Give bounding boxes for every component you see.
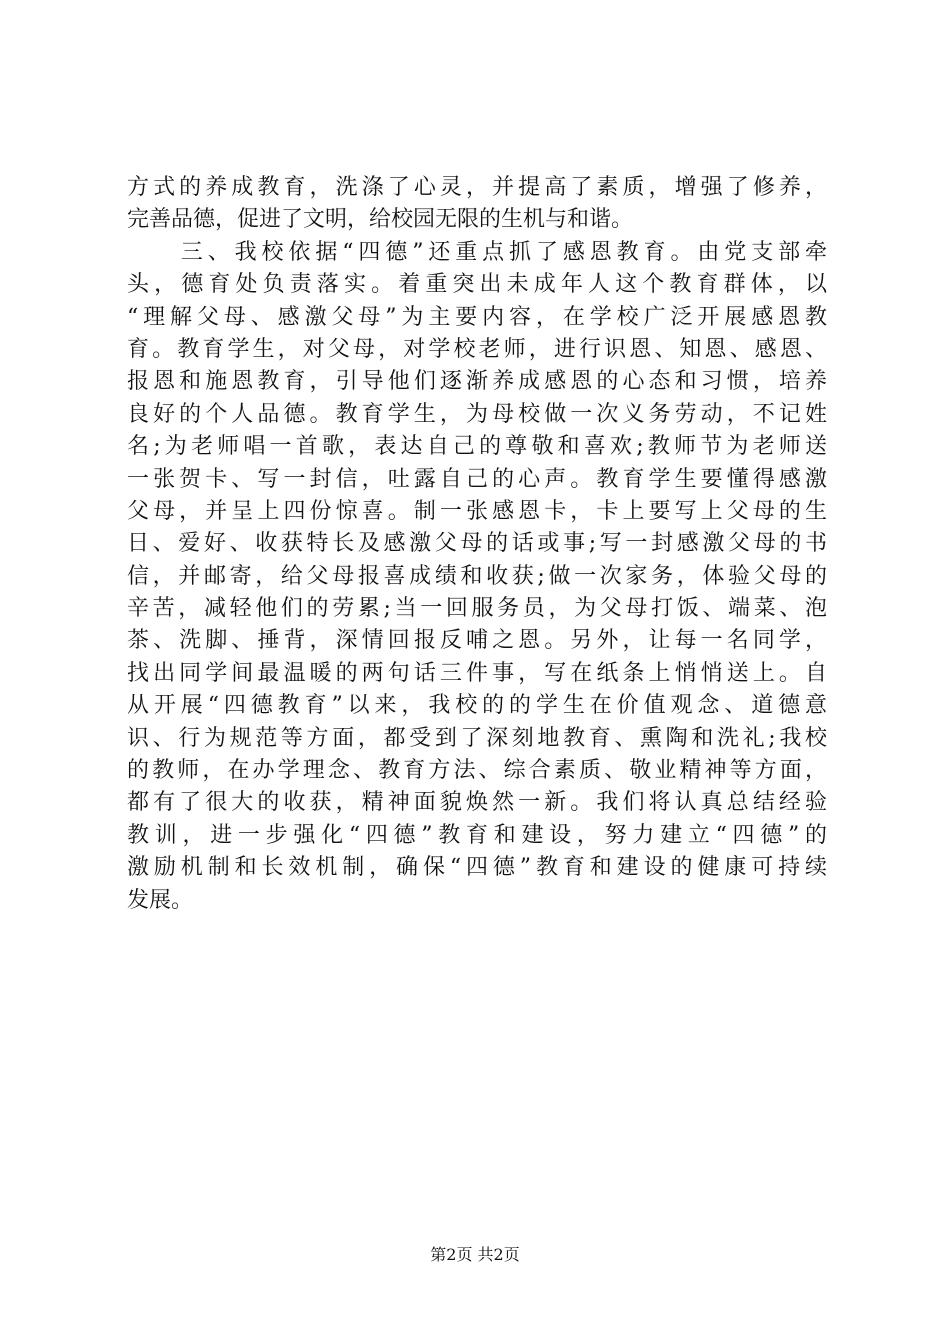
text-line: 一张贺卡、写一封信，吐露自己的心声。教育学生要懂得感激	[127, 466, 827, 492]
text-line: 报恩和施恩教育，引导他们逐渐养成感恩的心态和习惯，培养	[127, 369, 827, 395]
text-line: 都有了很大的收获，精神面貌焕然一新。我们将认真总结经验	[127, 790, 827, 816]
text-line: 育。教育学生，对父母，对学校老师，进行识恩、知恩、感恩、	[127, 336, 827, 362]
text-line: 三、我校依据“四德”还重点抓了感恩教育。由党支部牵	[127, 239, 827, 265]
text-line: 辛苦，减轻他们的劳累;当一回服务员，为父母打饭、端菜、泡	[127, 596, 827, 622]
text-line: 识、行为规范等方面，都受到了深刻地教育、熏陶和洗礼;我校	[127, 725, 827, 751]
page-number-footer: 第2页 共2页	[430, 1245, 520, 1264]
body-text	[127, 172, 827, 917]
text-line: 完善品德，促进了文明，给校园无限的生机与和谐。	[127, 207, 634, 233]
text-line: 从开展“四德教育”以来，我校的的学生在价值观念、道德意	[127, 693, 827, 719]
text-line: 良好的个人品德。教育学生，为母校做一次义务劳动，不记姓	[127, 401, 827, 427]
text-line: 方式的养成教育，洗涤了心灵，并提高了素质，增强了修养，	[127, 175, 827, 200]
text-line: 发展。	[127, 887, 194, 913]
text-line: “理解父母、感激父母”为主要内容，在学校广泛开展感恩教	[127, 304, 827, 330]
text-line: 找出同学间最温暖的两句话三件事，写在纸条上悄悄送上。自	[127, 660, 827, 686]
text-line: 的教师，在办学理念、教育方法、综合素质、敬业精神等方面，	[127, 758, 827, 784]
text-line: 日、爱好、收获特长及感激父母的话或事;写一封感激父母的书	[127, 531, 827, 557]
text-line: 激励机制和长效机制，确保“四德”教育和建设的健康可持续	[127, 855, 827, 881]
text-line: 教训，进一步强化“四德”教育和建设，努力建立“四德”的	[127, 822, 827, 848]
text-line: 头，德育处负责落实。着重突出未成年人这个教育群体，以	[127, 272, 827, 298]
text-line: 茶、洗脚、捶背，深情回报反哺之恩。另外，让每一名同学，	[127, 628, 827, 654]
text-line: 父母，并呈上四份惊喜。制一张感恩卡，卡上要写上父母的生	[127, 498, 827, 524]
text-line: 信，并邮寄，给父母报喜成绩和收获;做一次家务，体验父母的	[127, 563, 827, 589]
text-line: 名;为老师唱一首歌，表达自己的尊敬和喜欢;教师节为老师送	[127, 434, 827, 460]
